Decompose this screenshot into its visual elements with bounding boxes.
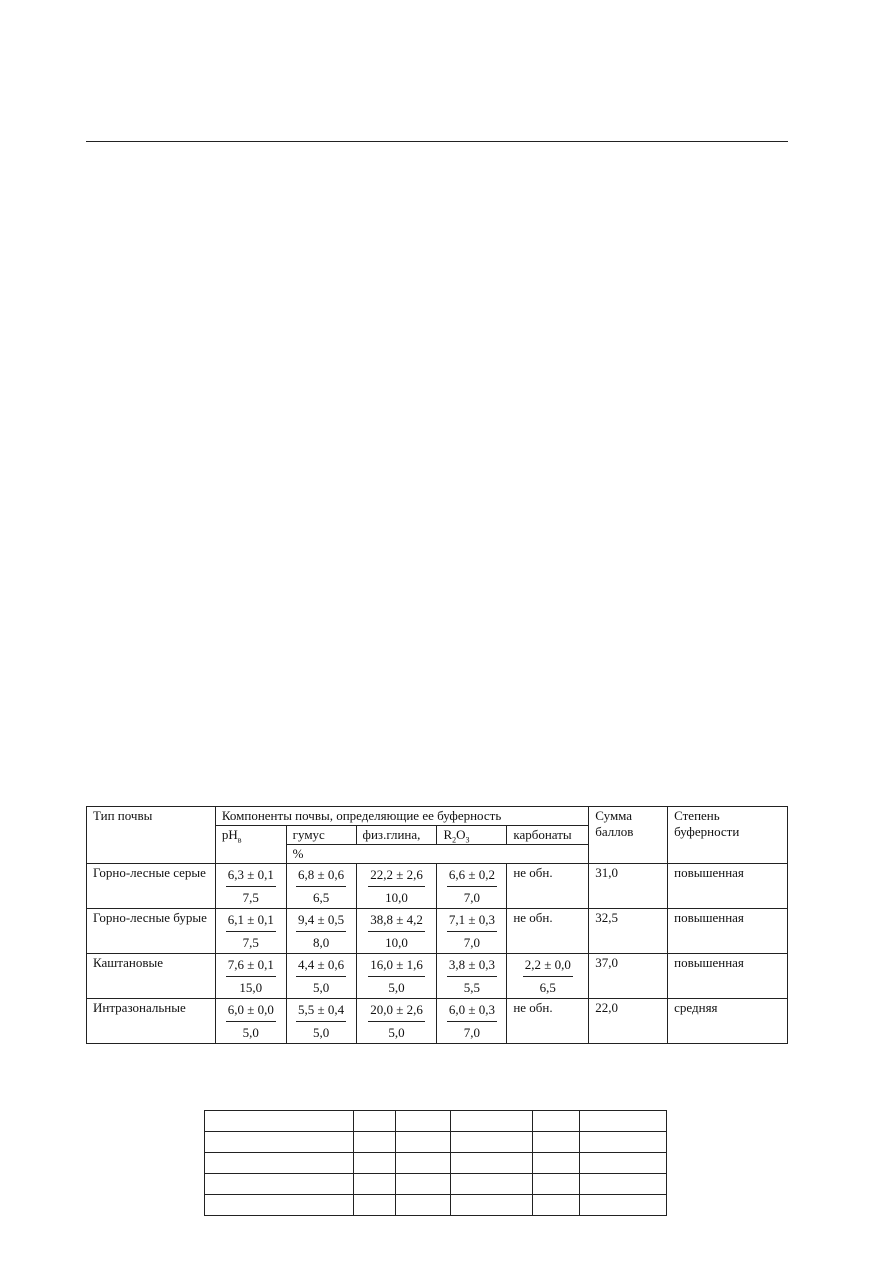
cell-degree: повышенная — [668, 864, 788, 909]
cell-humus: $\frac{4,4 \pm 0,6}{5,0}$ — [286, 954, 356, 999]
cell-soil-type: Горно-лесные бурые — [87, 909, 216, 954]
cell-clay: $\frac{22,2 \pm 2,6}{10,0}$ — [356, 864, 437, 909]
empty-row — [205, 1174, 667, 1195]
table-row — [87, 999, 788, 1044]
header-row — [87, 807, 788, 826]
cell-degree: повышенная — [668, 909, 788, 954]
cell-soil-type: Каштановые — [87, 954, 216, 999]
header-percent: % — [286, 845, 589, 864]
header-carbonates: карбонаты — [507, 826, 589, 845]
cell-carbonates: не обн. — [507, 864, 589, 909]
table-row — [87, 909, 788, 954]
header-r2o3: $R_2O_3$ — [437, 826, 507, 845]
cell-clay: $\frac{20,0 \pm 2,6}{5,0}$ — [356, 999, 437, 1044]
cell-sum: 22,0 — [589, 999, 668, 1044]
cell-carbonates: не обн. — [507, 999, 589, 1044]
table-row — [87, 864, 788, 909]
empty-row — [205, 1111, 667, 1132]
header-buffer-degree: Степень буферности — [668, 807, 788, 864]
cell-r2o3: $\frac{3,8 \pm 0,3}{5,5}$ — [437, 954, 507, 999]
header-clay: физ.глина, — [356, 826, 437, 845]
cell-sum: 32,5 — [589, 909, 668, 954]
cell-r2o3: $\frac{7,1 \pm 0,3}{7,0}$ — [437, 909, 507, 954]
cell-sum: 31,0 — [589, 864, 668, 909]
header-components: Компоненты почвы, определяющие ее буферность — [215, 807, 588, 826]
empty-row — [205, 1153, 667, 1174]
header-humus: гумус — [286, 826, 356, 845]
table-row — [87, 954, 788, 999]
cell-soil-type: Горно-лесные серые — [87, 864, 216, 909]
cell-r2o3: $\frac{6,0 \pm 0,3}{7,0}$ — [437, 999, 507, 1044]
cell-soil-type: Интразональные — [87, 999, 216, 1044]
soil-buffer-table — [86, 806, 788, 1044]
empty-row — [205, 1132, 667, 1153]
cell-r2o3: $\frac{6,6 \pm 0,2}{7,0}$ — [437, 864, 507, 909]
empty-table — [204, 1110, 667, 1216]
cell-sum: 37,0 — [589, 954, 668, 999]
top-rule — [86, 141, 788, 142]
cell-ph: $\frac{6,3 \pm 0,1}{7,5}$ — [215, 864, 286, 909]
cell-clay: $\frac{16,0 \pm 1,6}{5,0}$ — [356, 954, 437, 999]
cell-carbonates: не обн. — [507, 909, 589, 954]
header-ph: $pH_в$ — [215, 826, 286, 864]
cell-degree: повышенная — [668, 954, 788, 999]
cell-ph: $\frac{6,0 \pm 0,0}{5,0}$ — [215, 999, 286, 1044]
cell-clay: $\frac{38,8 \pm 4,2}{10,0}$ — [356, 909, 437, 954]
cell-humus: $\frac{5,5 \pm 0,4}{5,0}$ — [286, 999, 356, 1044]
cell-ph: $\frac{6,1 \pm 0,1}{7,5}$ — [215, 909, 286, 954]
cell-degree: средняя — [668, 999, 788, 1044]
cell-humus: $\frac{9,4 \pm 0,5}{8,0}$ — [286, 909, 356, 954]
cell-ph: $\frac{7,6 \pm 0,1}{15,0}$ — [215, 954, 286, 999]
cell-humus: $\frac{6,8 \pm 0,6}{6,5}$ — [286, 864, 356, 909]
empty-row — [205, 1195, 667, 1216]
header-soil-type: Тип почвы — [87, 807, 216, 864]
cell-carbonates: $\frac{2,2 \pm 0,0}{6,5}$ — [507, 954, 589, 999]
header-score-sum: Сумма баллов — [589, 807, 668, 864]
